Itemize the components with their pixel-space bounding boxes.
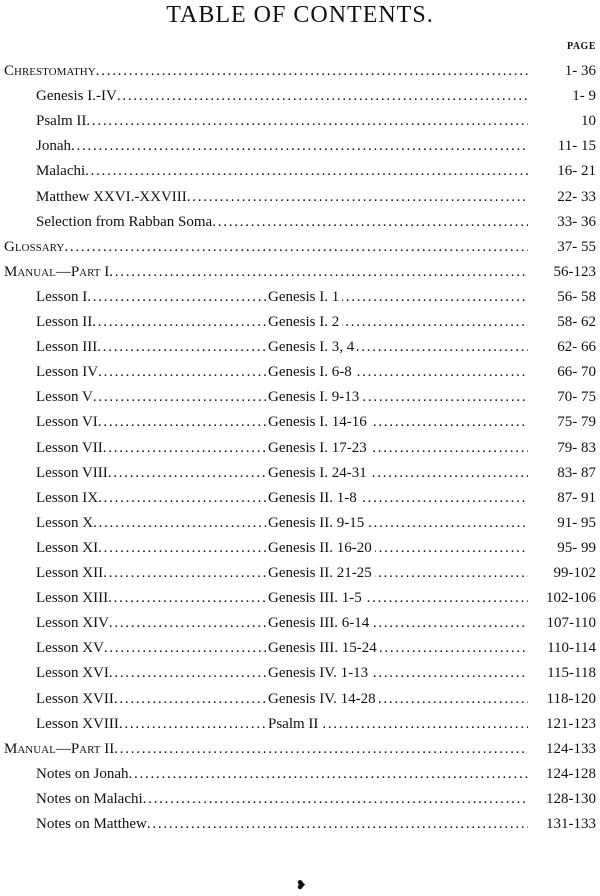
toc-entry-reference: Genesis III. 15-24 (268, 636, 380, 661)
toc-entry[interactable] (0, 235, 600, 260)
toc-entry-label: Lesson V . . . (36, 385, 528, 410)
toc-entry-label: Lesson I . . . (36, 285, 528, 310)
toc-entry-pages: 11- 15 (557, 138, 596, 155)
toc-entry-pages: 95- 99 (557, 539, 596, 556)
toc-entry[interactable] (0, 59, 600, 84)
toc-entry-reference: Genesis I. 24-31 (268, 461, 370, 486)
toc-entry[interactable] (0, 461, 600, 486)
toc-entry-label: Lesson IV . . . (36, 360, 528, 385)
toc-entry-reference: Genesis IV. 14-28 (268, 687, 379, 712)
toc-entry[interactable] (0, 737, 600, 762)
toc-entry-pages: 124-128 (546, 765, 596, 782)
page-mark: ❥ (296, 878, 307, 892)
toc-entry-label: Lesson XVII . . . (36, 687, 528, 712)
toc-entry[interactable] (0, 410, 600, 435)
toc-entry-pages: 115-118 (547, 665, 596, 682)
toc-entry[interactable] (0, 134, 600, 159)
toc-entry-pages: 1- 9 (572, 88, 596, 105)
toc-entry[interactable] (0, 185, 600, 210)
toc-entry-pages: 22- 33 (557, 188, 596, 205)
toc-entry-label: Selection from Rabban Soma . . . (36, 210, 528, 235)
toc-entry[interactable] (0, 561, 600, 586)
toc-entry-label: Manual—Part II . . . (4, 737, 528, 762)
toc-entry-label: Manual—Part I . . . (4, 260, 528, 285)
toc-entry-reference: Genesis I. 14-16 (268, 410, 370, 435)
toc-entry-reference: Genesis III. 1-5 (268, 586, 365, 611)
toc-entry-reference: Genesis I. 1 (268, 285, 342, 310)
toc-entry-label: Notes on Malachi . . . (36, 787, 528, 812)
toc-entry-label: Lesson III . . . (36, 335, 528, 360)
toc-entry-pages: 58- 62 (557, 314, 596, 330)
toc-entry-pages: 128-130 (546, 790, 596, 807)
toc-entry[interactable] (0, 385, 600, 410)
toc-entry[interactable] (0, 787, 600, 812)
toc-entry-pages: 91- 95 (557, 514, 596, 531)
toc-entry-pages: 79- 83 (557, 439, 596, 456)
toc-entry[interactable] (0, 84, 600, 109)
toc-entry-label: Notes on Jonah . . . (36, 762, 528, 787)
toc-entry-label: Genesis I.-IV . . . (36, 84, 528, 109)
toc-entry-pages: 124-133 (546, 740, 596, 757)
toc-entry[interactable] (0, 536, 600, 561)
toc-entry[interactable] (0, 335, 600, 360)
toc-entry-label: Notes on Matthew . . . (36, 812, 528, 837)
toc-entry-label: Chrestomathy . . . (4, 59, 528, 84)
toc-entry-pages: 131-133 (546, 816, 596, 832)
toc-entry-reference: Genesis I. 6-8 (268, 360, 355, 385)
toc-entry[interactable] (0, 260, 600, 285)
toc-entry[interactable] (0, 586, 600, 611)
toc-entry-label: Glossary . . . (4, 235, 528, 260)
toc-entry-pages: 16- 21 (557, 163, 596, 180)
toc-entry-pages: 37- 55 (557, 238, 596, 255)
toc-entry-pages: 110-114 (547, 640, 596, 657)
toc-entry-label: Lesson IX . . . (36, 486, 528, 511)
toc-entry[interactable] (0, 109, 600, 134)
toc-entry-pages: 83- 87 (557, 464, 596, 481)
toc-entry-reference: Genesis II. 1-8 (268, 486, 360, 511)
toc-entry[interactable] (0, 285, 600, 310)
toc-entry-pages: 107-110 (546, 615, 596, 632)
toc-entry-label: Lesson VII . . . (36, 436, 528, 461)
toc-entry-label: Lesson VI . . . (36, 410, 528, 435)
toc-entry-pages: 102-106 (546, 590, 596, 607)
toc-entry-pages: 56- 58 (557, 288, 596, 305)
toc-entry[interactable] (0, 687, 600, 712)
toc-entry-reference: Genesis I. 2 (268, 310, 342, 335)
toc-entry[interactable] (0, 511, 600, 536)
toc-entry-label: Lesson XII . . . (36, 561, 528, 586)
page-column-header: PAGE (566, 41, 596, 52)
toc-entry[interactable] (0, 486, 600, 511)
toc-entry-label: Lesson XVIII . . . (36, 712, 528, 737)
toc-entry-pages: 1- 36 (564, 63, 596, 79)
toc-entry-pages: 62- 66 (557, 339, 596, 356)
toc-entry-reference: Genesis II. 9-15 (268, 511, 367, 536)
toc-entry[interactable] (0, 210, 600, 235)
toc-entry-reference: Genesis I. 9-13 (268, 385, 362, 410)
toc-entry-reference: Genesis III. 6-14 (268, 611, 372, 636)
toc-entry-pages: 33- 36 (557, 213, 596, 230)
toc-entry[interactable] (0, 712, 600, 737)
toc-entry[interactable] (0, 812, 600, 837)
toc-entry-label: Lesson X . . . (36, 511, 528, 536)
toc-entry-reference: Genesis I. 3, 4 (268, 335, 357, 360)
toc-entry-label: Malachi . . . (36, 159, 528, 184)
page-title: TABLE OF CONTENTS. (166, 2, 434, 28)
toc-entry-reference: Psalm II (268, 712, 321, 737)
toc-entry-reference: Genesis II. 16-20 (268, 536, 375, 561)
toc-entry-label: Lesson XIV . . . (36, 611, 528, 636)
toc-entry-pages: 87- 91 (557, 489, 596, 506)
toc-entry-label: Lesson XV . . . (36, 636, 528, 661)
toc-entry-reference: Genesis IV. 1-13 (268, 661, 371, 686)
toc-entry[interactable] (0, 159, 600, 184)
toc-entry-label: Lesson XVI . . . (36, 661, 528, 686)
toc-entry[interactable] (0, 636, 600, 661)
toc-entry[interactable] (0, 661, 600, 686)
toc-entry-pages: 99-102 (553, 565, 596, 581)
toc-entry-label: Psalm II . . . (36, 109, 528, 134)
toc-entry[interactable] (0, 611, 600, 636)
toc-entry[interactable] (0, 310, 600, 335)
toc-entry-reference: Genesis I. 17-23 (268, 436, 370, 461)
toc-entry-pages: 75- 79 (557, 414, 596, 431)
toc-entry-pages: 56-123 (553, 263, 596, 280)
toc-entry[interactable] (0, 762, 600, 787)
toc-entry-label: Lesson XI . . . (36, 536, 528, 561)
toc-entry-label: Lesson II . . . (36, 310, 528, 335)
toc-entry-pages: 121-123 (546, 715, 596, 732)
toc-entry[interactable] (0, 360, 600, 385)
toc-entry-label: Lesson XIII . . . (36, 586, 528, 611)
toc-entry-label: Lesson VIII . . . (36, 461, 528, 486)
toc-entry-label: Jonah . . . (36, 134, 528, 159)
toc-entry-label: Matthew XXVI.-XXVIII . . . (36, 185, 528, 210)
toc-entry-pages: 10 (581, 113, 596, 130)
toc-entry-pages: 66- 70 (557, 364, 596, 381)
toc-entry[interactable] (0, 436, 600, 461)
toc-entry-pages: 70- 75 (557, 389, 596, 406)
toc-entry-pages: 118-120 (546, 690, 596, 707)
toc-entry-reference: Genesis II. 21-25 (268, 561, 375, 586)
